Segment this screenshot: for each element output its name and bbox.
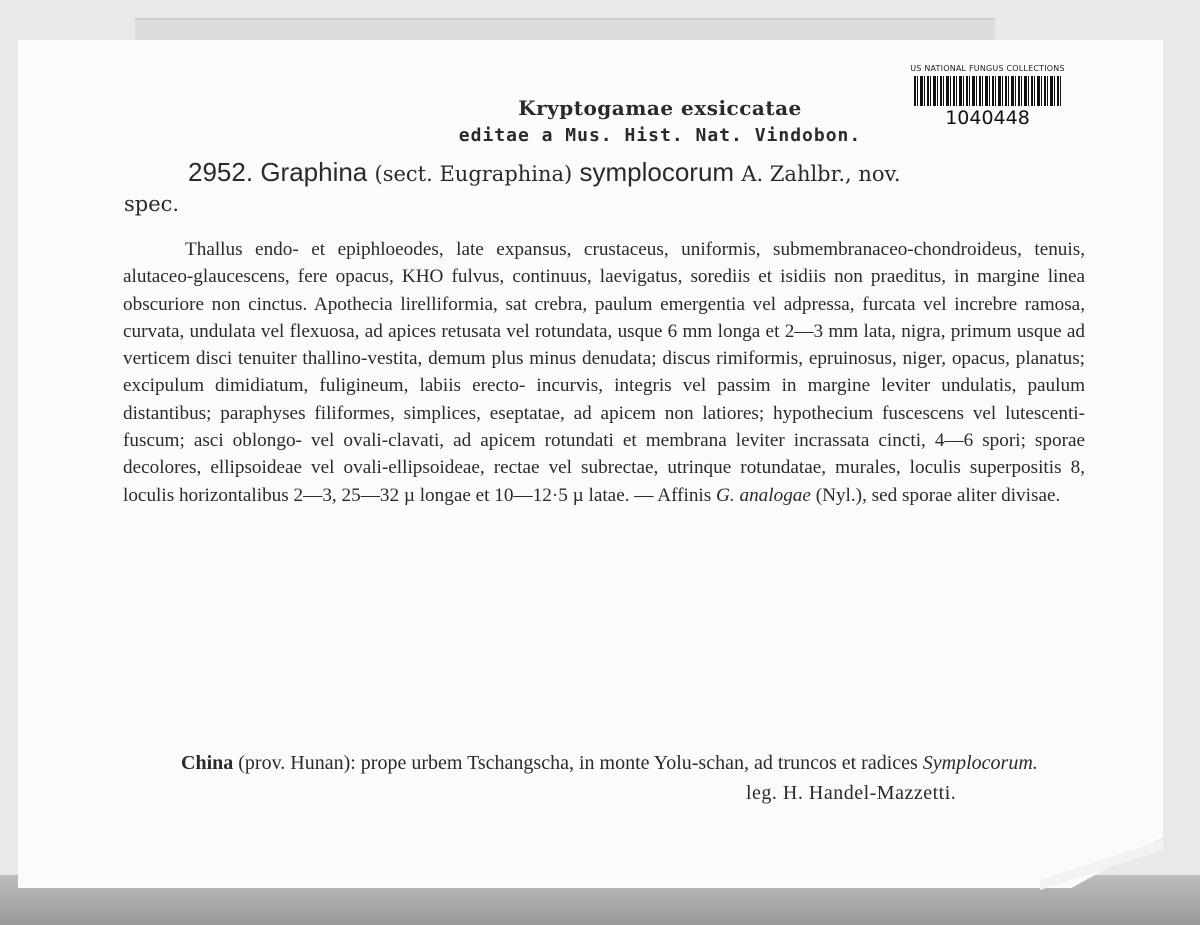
- species-status: spec.: [124, 192, 180, 216]
- affinis-species: G. analogae: [716, 484, 811, 506]
- section-name: (sect. Eugraphina): [374, 162, 573, 186]
- host-name: Symplocorum.: [922, 752, 1038, 774]
- series-subtitle: editae a Mus. Hist. Nat. Vindobon.: [458, 125, 862, 146]
- series-title: Kryptogamae exsiccatae: [518, 96, 802, 120]
- description-text: Thallus endo- et epiphloeodes, late expansus, crustaceus, uniformis, submembranaceo-chondroideus, tenuis, alutaceo-glaucescens, fere opacus, KHO fulvus, continuus, laevigatus, sorediis et isidiis non praeditus, in margine linea obscuriore non cinctus. Apothecia lirelliformia, sat crebra, paulum emergentia vel adpressa, furcata vel increbre ramosa, curvata, undulata vel flexuosa, ad apices retusata vel rotundata, usque 6 mm longa et 2—3 mm lata, nigra, primum usque ad verticem disci tenuiter thallino-vestita, demum plus minus denudata; discus rimiformis, epruinosus, niger, opacus, planatus; excipulum dimidiatum, fuligineum, labiis erecto- incurvis, integris vel passim in margine leviter undulatis, paulum distantibus; paraphyses filiformes, simplices, eseptatae, ad apicem non latiores; hypothecium fuscescens vel lutescenti-fuscum; asci oblongo- vel ovali-clavati, ad apicem rotundati et membrana leviter incrassata cincti, 4—6 spori; sporae decolores, ellipsoideae vel ovali-ellipsoideae, rectae vel subrectae, utrinque rotundatae, murales, loculis superpositis 8, loculis horizontalibus 2—3, 25—32 µ longae et 10—12·5 µ latae. — Affinis: [123, 239, 1085, 506]
- description-text-end: (Nyl.), sed sporae aliter divisae.: [815, 484, 1061, 506]
- species-author: A. Zahlbr., nov.: [741, 162, 901, 186]
- locality-country: China: [181, 752, 234, 774]
- genus-name: Graphina: [260, 157, 368, 187]
- species-description: [123, 236, 1085, 509]
- specimen-number: 2952.: [188, 157, 254, 187]
- collector: leg. H. Handel-Mazzetti.: [746, 782, 957, 804]
- locality-text: (prov. Hunan): prope urbem Tschangscha, in monte Yolu-schan, ad truncos et radices: [238, 752, 918, 774]
- barcode-number: 1040448: [945, 107, 1030, 129]
- species-epithet: symplocorum: [579, 157, 735, 187]
- locality-paragraph: [123, 748, 1085, 779]
- species-heading: [188, 156, 1088, 190]
- barcode-caption: US NATIONAL FUNGUS COLLECTIONS: [910, 64, 1065, 73]
